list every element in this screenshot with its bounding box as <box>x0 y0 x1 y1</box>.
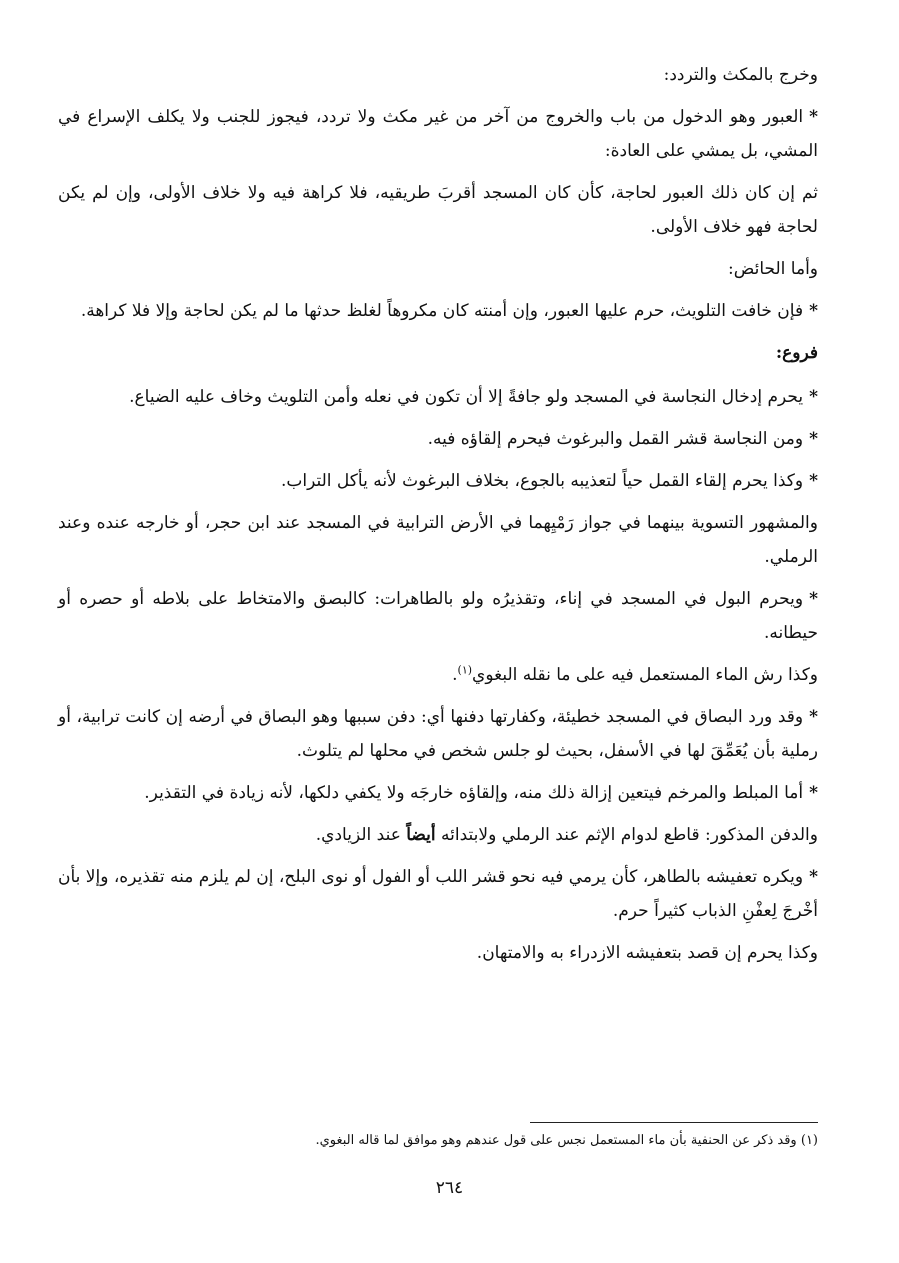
star-bullet: * <box>809 387 818 407</box>
paragraph-spitting <box>58 700 818 768</box>
paragraph-text: ويحرم البول في المسجد في إناء، وتقذيرُه ولو بالطاهرات: كالبصق والامتخاط على بلاطه أو حصره أو حيطانه. <box>58 589 818 643</box>
paragraph-text-end: . <box>452 665 458 685</box>
paragraph-text: وأما الحائض: <box>728 259 818 279</box>
star-bullet: * <box>809 783 818 803</box>
footnote-divider <box>530 1122 818 1123</box>
paragraph-text: وخرج بالمكث والتردد: <box>663 65 818 85</box>
paragraph-used-water <box>58 658 818 692</box>
paragraph-impurity <box>58 380 818 414</box>
footnote-marker: (١) <box>800 1133 818 1148</box>
footnote-reference[interactable]: (١) <box>457 663 473 677</box>
star-bullet: * <box>809 589 818 609</box>
paragraph-tiled-floor <box>58 776 818 810</box>
paragraph-live-lice <box>58 464 818 498</box>
paragraph-crossing <box>58 100 818 168</box>
paragraph-crossing-need <box>58 176 818 244</box>
footnote-text: وقد ذكر عن الحنفية بأن ماء المستعمل نجس على قول عندهم وهو موافق لما قاله البغوي. <box>315 1133 797 1148</box>
star-bullet: * <box>809 429 818 449</box>
paragraph-text: والدفن المذكور: قاطع لدوام الإثم عند الرملي ولابتدائه <box>441 825 818 845</box>
paragraph-text: وكذا رش الماء المستعمل فيه على ما نقله البغوي <box>472 665 818 685</box>
paragraph-exit-condition <box>58 58 818 92</box>
star-bullet: * <box>809 301 818 321</box>
star-bullet: * <box>809 471 818 491</box>
paragraph-menstruating <box>58 252 818 286</box>
paragraph-text: ويكره تعفيشه بالطاهر، كأن يرمي فيه نحو قشر اللب أو الفول أو نوى البلح، إن لم يلزم منه تقذيره، وإلا بأن أخْرجَ لِعفْنِ الذباب كثيراً حرم. <box>57 867 818 921</box>
emphasis-word: أيضاً <box>406 825 436 845</box>
paragraph-littering <box>58 860 818 928</box>
paragraph-text: ثم إن كان ذلك العبور لحاجة، كأن كان المسجد أقربَ طريقيه، فلا كراهة فيه ولا خلاف الأولى، وإن لم يكن لحاجة فهو خلاف الأولى. <box>58 183 818 237</box>
paragraph-burial <box>58 818 818 852</box>
star-bullet: * <box>809 107 818 127</box>
section-heading: فروع: <box>775 343 818 363</box>
paragraph-text: وقد ورد البصاق في المسجد خطيئة، وكفارتها دفنها أي: دفن سببها وهو البصاق في أرضه إن كانت ترابية، أو رملية بأن يُعَمِّقَ لها في الأسفل، بحيث لو جلس شخص في محلها لم يتلوث. <box>58 707 818 761</box>
paragraph-text: وكذا يحرم إن قصد بتعفيشه الازدراء به والامتهان. <box>476 943 818 963</box>
page-body <box>58 58 818 978</box>
paragraph-text: أما المبلط والمرخم فيتعين إزالة ذلك منه، وإلقاؤه خارجَه ولا يكفي دلكها، لأنه زيادة في التقذير. <box>144 783 804 803</box>
star-bullet: * <box>809 867 818 887</box>
paragraph-contempt <box>58 936 818 970</box>
paragraph-text: فإن خافت التلويث، حرم عليها العبور، وإن أمنته كان مكروهاً لغلظ حدثها ما لم يكن لحاجة وإلا فلا كراهة. <box>80 301 804 321</box>
page-number: ٢٦٤ <box>435 1178 464 1198</box>
paragraph-text: العبور وهو الدخول من باب والخروج من آخر من غير مكث ولا تردد، فيجوز للجنب ولا يكلف الإسراع في المشي، بل يمشي على العادة: <box>58 107 818 161</box>
star-bullet: * <box>809 707 818 727</box>
paragraph-text: والمشهور التسوية بينهما في جواز رَمْيِهما في الأرض الترابية في المسجد عند ابن حجر، أو خارجه عنده وعند الرملي. <box>58 513 818 567</box>
paragraph-equality-opinion <box>58 506 818 574</box>
paragraph-text: يحرم إدخال النجاسة في المسجد ولو جافةً إلا أن تكون في نعله وأمن التلويث وخاف عليه الضياع. <box>129 387 804 407</box>
paragraph-text-end: عند الزيادي. <box>315 825 401 845</box>
paragraph-text: وكذا يحرم إلقاء القمل حياً لتعذيبه بالجوع، بخلاف البرغوث لأنه يأكل التراب. <box>280 471 804 491</box>
paragraph-lice-shells <box>58 422 818 456</box>
paragraph-contamination-fear <box>58 294 818 328</box>
paragraph-urination <box>58 582 818 650</box>
footnote <box>130 1128 818 1154</box>
paragraph-text: ومن النجاسة قشر القمل والبرغوث فيحرم إلقاؤه فيه. <box>427 429 804 449</box>
